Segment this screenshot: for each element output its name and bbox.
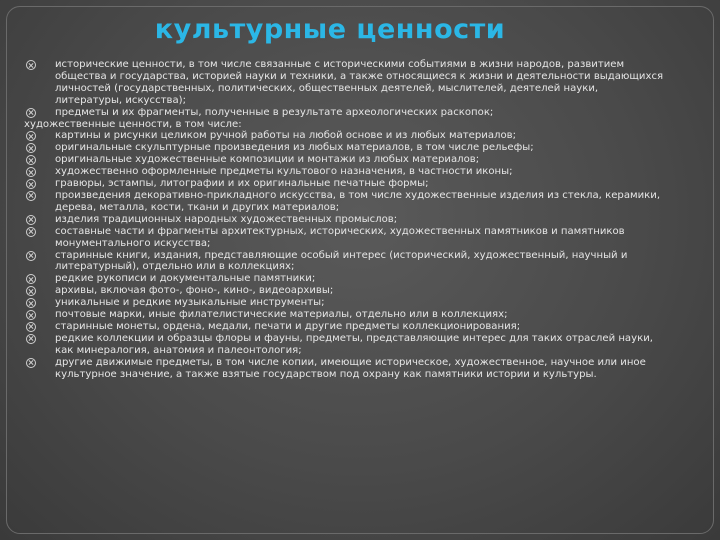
list-item-text: гравюры, эстампы, литографии и их оригинальные печатные формы; (55, 178, 429, 190)
list-item-text: редкие коллекции и образцы флоры и фауны, предметы, представляющие интерес для таких отраслей науки, как минералогия, анатомия и палеонтология; (55, 332, 653, 356)
list-item-text: предметы и их фрагменты, полученные в результате археологических раскопок; (55, 106, 494, 118)
slide-title: культурные ценности (154, 14, 506, 45)
bullet-icon (26, 215, 36, 225)
bullet-icon (26, 131, 36, 141)
list-item (24, 154, 664, 166)
list-item-text: произведения декоративно-прикладного искусства, в том числе художественные изделия из стекла, керамики, дерева, металла, кости, ткани и других материалов; (55, 189, 661, 213)
list-item (24, 226, 664, 250)
list-item (24, 130, 664, 142)
list-item-text: художественно оформленные предметы культового назначения, в частности иконы; (55, 166, 513, 178)
list-item (24, 321, 664, 333)
list-item (24, 309, 664, 321)
list-item (24, 166, 664, 178)
list-item (24, 59, 664, 107)
bullet-icon (26, 227, 36, 237)
bullet-icon (26, 143, 36, 153)
bullet-icon (26, 298, 36, 308)
bullet-icon (26, 358, 36, 368)
list-item (24, 273, 664, 285)
bullet-icon (26, 155, 36, 165)
list-item-text: оригинальные художественные композиции и монтажи из любых материалов; (55, 154, 480, 166)
list-item-text: почтовые марки, иные филателистические материалы, отдельно или в коллекциях; (55, 309, 508, 321)
bullet-icon (26, 108, 36, 118)
list-item-text: старинные монеты, ордена, медали, печати и другие предметы коллекционирования; (55, 320, 521, 332)
bullet-icon (26, 191, 36, 201)
list-item-text: составные части и фрагменты архитектурных, исторических, художественных памятников и памятников монументального искусства; (55, 225, 625, 249)
list-item (24, 357, 664, 381)
bullet-icon (26, 322, 36, 332)
list-item-text: уникальные и редкие музыкальные инструменты; (55, 297, 325, 309)
list-item-text: другие движимые предметы, в том числе копии, имеющие историческое, художественное, научное или иное культурное значение, а также взятые государством под охрану как памятники истории и культуры. (55, 356, 646, 380)
list-item (24, 142, 664, 154)
list-item-text: оригинальные скульптурные произведения из любых материалов, в том числе рельефы; (55, 142, 534, 154)
list-item (24, 190, 664, 214)
list-item (24, 214, 664, 226)
list-item (24, 119, 664, 131)
list-item-text: архивы, включая фото-, фоно-, кино-, видеоархивы; (55, 285, 334, 297)
list-item (24, 107, 664, 119)
list-item (24, 250, 664, 274)
bullet-icon (26, 179, 36, 189)
list-item-text: изделия традиционных народных художественных промыслов; (55, 213, 398, 225)
list-item-text: картины и рисунки целиком ручной работы на любой основе и из любых материалов; (55, 130, 516, 142)
list-item-text: художественные ценности, в том числе: (24, 118, 242, 130)
bullet-list (24, 59, 664, 380)
list-item-text: старинные книги, издания, представляющие особый интерес (исторический, художественный, научный и литературный), отдельно или в коллекциях; (55, 249, 628, 273)
bullet-icon (26, 334, 36, 344)
bullet-icon (26, 167, 36, 177)
bullet-icon (26, 251, 36, 261)
bullet-icon (26, 60, 36, 70)
list-item (24, 178, 664, 190)
bullet-icon (26, 286, 36, 296)
bullet-icon (26, 310, 36, 320)
bullet-icon (26, 274, 36, 284)
list-item (24, 285, 664, 297)
list-item-text: редкие рукописи и документальные памятники; (55, 273, 316, 285)
list-item-text: исторические ценности, в том числе связанные с историческими событиями в жизни народов, развитием общества и государства, историей науки и техники, а также относящиеся к жизни и деятельности выдающихся личностей (государственных, политических, общественных деятелей, мыслителей, деятелей науки, литературы, искусства); (55, 59, 664, 106)
list-item (24, 333, 664, 357)
list-item (24, 297, 664, 309)
